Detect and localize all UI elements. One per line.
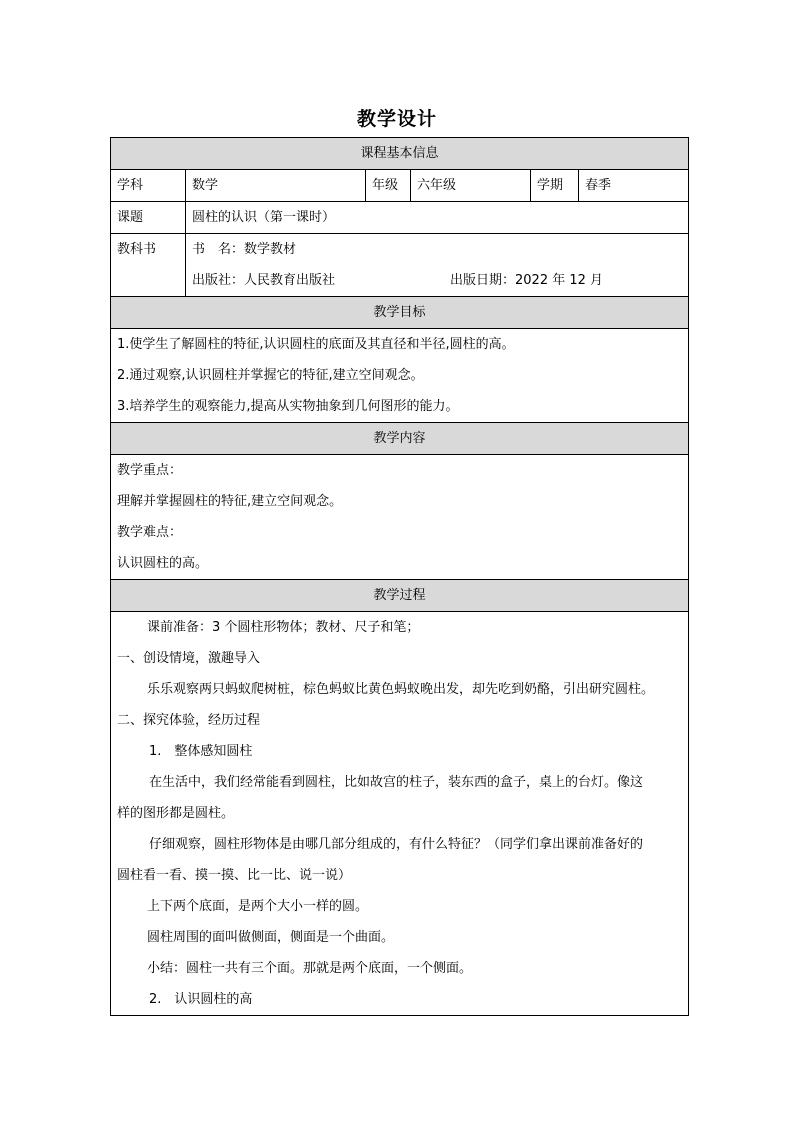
process-paragraph: 圆柱看一看、摸一摸、比一比、说一说） xyxy=(117,868,352,883)
process-paragraph: 圆柱周围的面叫做侧面，侧面是一个曲面。 xyxy=(147,930,395,945)
process-cell xyxy=(111,612,689,1016)
section-header-basic-info: 课程基本信息 xyxy=(111,138,689,170)
process-sub1-title: 1. 整体感知圆柱 xyxy=(149,744,253,759)
goals-cell xyxy=(111,329,689,423)
difficult-point-label: 教学难点： xyxy=(117,525,183,540)
subject-value: 数学 xyxy=(186,170,366,202)
grade-label: 年级 xyxy=(366,170,411,202)
topic-label: 课题 xyxy=(111,202,186,234)
term-label: 学期 xyxy=(531,170,579,202)
section-header-content: 教学内容 xyxy=(111,423,689,455)
section-header-goals: 教学目标 xyxy=(111,297,689,329)
topic-value: 圆柱的认识（第一课时） xyxy=(186,202,689,234)
key-point-text: 理解并掌握圆柱的特征,建立空间观念。 xyxy=(117,494,343,509)
content-cell xyxy=(111,455,689,580)
process-summary: 小结：圆柱一共有三个面。那就是两个底面，一个侧面。 xyxy=(147,961,473,976)
publisher: 出版社：人民教育出版社 xyxy=(192,273,336,288)
process-paragraph: 仔细观察，圆柱形物体是由哪几部分组成的，有什么特征？（同学们拿出课前准备好的 xyxy=(149,837,644,852)
book-name: 书 名：数学教材 xyxy=(192,242,297,257)
publish-date: 出版日期：2022 年 12 月 xyxy=(450,273,604,288)
grade-value: 六年级 xyxy=(411,170,531,202)
process-paragraph: 在生活中，我们经常能看到圆柱，比如故宫的柱子，装东西的盒子，桌上的台灯。像这 xyxy=(149,775,644,790)
process-sub2-title: 2. 认识圆柱的高 xyxy=(149,992,253,1007)
publisher-row xyxy=(192,265,682,296)
process-paragraph: 上下两个底面，是两个大小一样的圆。 xyxy=(147,899,369,914)
process-step1-text: 乐乐观察两只蚂蚁爬树桩，棕色蚂蚁比黄色蚂蚁晚出发，却先吃到奶酪，引出研究圆柱。 xyxy=(147,682,655,697)
subject-label: 学科 xyxy=(111,170,186,202)
goal-item: 2.通过观察,认识圆柱并掌握它的特征,建立空间观念。 xyxy=(117,368,424,383)
goal-item: 1.使学生了解圆柱的特征,认识圆柱的底面及其直径和半径,圆柱的高。 xyxy=(117,337,515,352)
process-paragraph: 样的图形都是圆柱。 xyxy=(117,806,235,821)
document-title: 教学设计 xyxy=(356,108,437,130)
difficult-point-text: 认识圆柱的高。 xyxy=(117,556,209,571)
lesson-plan-table xyxy=(110,137,689,1016)
textbook-info xyxy=(186,234,689,297)
goal-item: 3.培养学生的观察能力,提高从实物抽象到几何图形的能力。 xyxy=(117,399,459,414)
textbook-label-text: 教科书 xyxy=(117,242,157,257)
process-step1-title: 一、创设情境，激趣导入 xyxy=(117,651,261,666)
process-step2-title: 二、探究体验，经历过程 xyxy=(117,713,261,728)
textbook-label xyxy=(111,234,186,297)
process-prep: 课前准备：3 个圆柱形物体；教材、尺子和笔； xyxy=(147,620,420,635)
term-value: 春季 xyxy=(579,170,689,202)
key-point-label: 教学重点： xyxy=(117,463,183,478)
section-header-process: 教学过程 xyxy=(111,580,689,612)
